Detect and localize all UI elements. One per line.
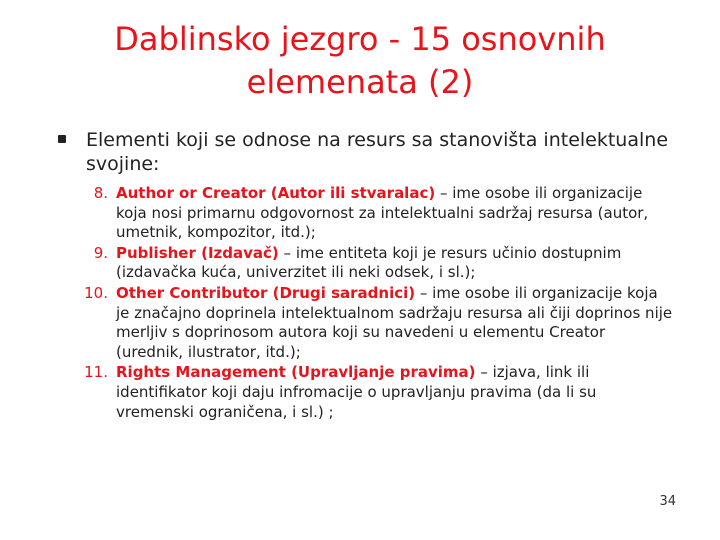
square-bullet-icon — [58, 135, 66, 143]
item-body — [116, 284, 674, 362]
item-term: Author or Creator (Autor ili stvaralac) — [116, 184, 436, 202]
item-term: Other Contributor (Drugi saradnici) — [116, 283, 416, 302]
item-number: 11. — [84, 363, 108, 382]
item-body — [116, 363, 674, 422]
item-body — [116, 244, 674, 283]
item-term: Rights Management (Upravljanje pravima) — [116, 363, 476, 382]
item-number: 8. — [93, 184, 108, 202]
element-list — [74, 184, 674, 423]
item-description: – ime osobe ili organizacije koja nosi primarnu odgovornost za intelektualni sadržaj resursa (autor, umetnik, kompozitor, itd.); — [116, 184, 649, 242]
item-body — [116, 184, 674, 243]
item-number: 10. — [84, 283, 108, 302]
title-line-2: elemenata (2) — [246, 63, 474, 101]
bullet-text: Elementi koji se odnose na resurs sa stanovišta intelektualne svojine: — [86, 129, 669, 175]
list-item — [74, 184, 674, 243]
list-item — [74, 363, 674, 422]
title-line-1: Dablinsko jezgro - 15 osnovnih — [114, 20, 606, 58]
item-number: 9. — [93, 243, 108, 262]
page-number: 34 — [659, 494, 676, 509]
item-description: – ime entiteta koji je resurs učinio dostupnim (izdavačka kuća, univerzitet ili neki odsek, i sl.); — [116, 243, 622, 282]
item-description: – ime osobe ili organizacije koja je značajno doprinela intelektualnom sadržaju resursa ali čiji doprinos nije merljiv s doprinosom autora koji su navedeni u elementu Creator (urednik, ilustrator, itd.); — [116, 283, 673, 361]
item-term: Publisher (Izdavač) — [116, 243, 279, 262]
list-item — [74, 284, 674, 362]
list-item — [74, 244, 674, 283]
page-title — [60, 18, 660, 104]
item-description: – izjava, link ili identifikator koji daju infromacije o upravljanju pravima (da li su vremenski ograničena, i sl.) ; — [116, 363, 597, 421]
